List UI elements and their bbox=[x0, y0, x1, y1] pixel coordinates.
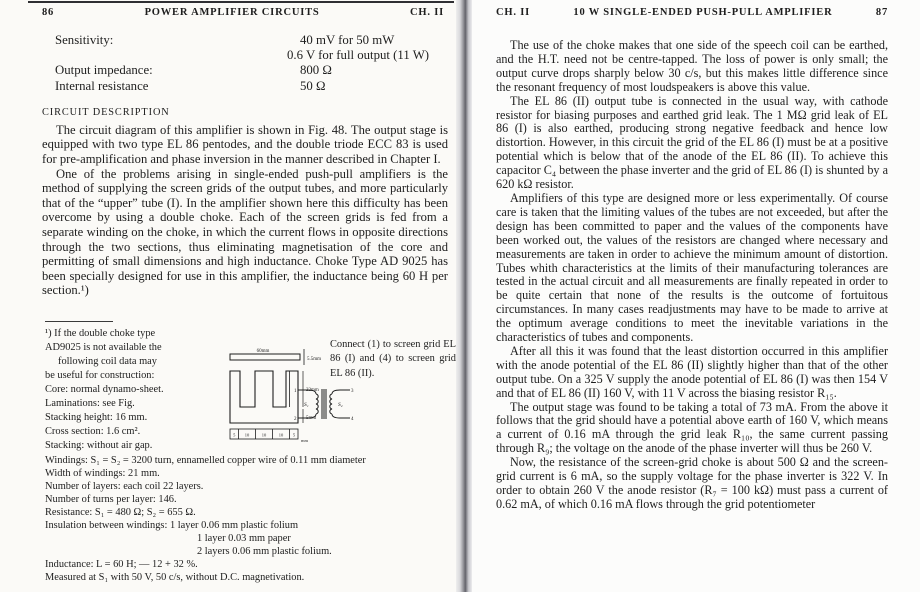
paragraph: The output stage was found to be taking a total of 73 mA. From the above it follows that the grid should have a potential above earth of 160 V, which means a current of 0.16 mA through the grid leak R₁₀, the same current passing through R₉; the voltage on the anode of the phase inverter will thus be 260 V. bbox=[496, 399, 888, 456]
left-chapter-label: CH. II bbox=[410, 7, 444, 18]
footnote-line: ¹) If the double choke type bbox=[45, 328, 156, 339]
right-page-number: 87 bbox=[875, 7, 888, 18]
footnote-line: Measured at S₁ with 50 V, 50 c/s, without D.C. magnetivation. bbox=[45, 572, 305, 583]
paragraph: After all this it was found that the least distortion occurred in this amplifier with the anode potential of the EL 86 (II) slightly higher than that of the other output tube. On a 325 V supply the anode potential of EL 86 (I) was then 154 V and that of EL 86 (II) 160 V, with 11 V across the biasing resistor R₁₅. bbox=[496, 343, 888, 400]
right-page-body bbox=[472, 18, 920, 512]
dimension-label: 10 bbox=[278, 432, 284, 438]
footnote-line: Cross section: 1.6 cm². bbox=[45, 426, 141, 437]
footnote-line: following coil data may bbox=[58, 356, 157, 367]
coil-label: S₁ bbox=[304, 402, 309, 408]
left-page-body bbox=[0, 33, 456, 298]
winding-diagram bbox=[292, 383, 356, 425]
dimension-label: 10 bbox=[244, 432, 250, 438]
footnote-line: Laminations: see Fig. bbox=[45, 398, 135, 409]
footnote-line: Core: normal dynamo-sheet. bbox=[45, 384, 164, 395]
footnote-line: Stacking height: 16 mm. bbox=[45, 412, 148, 423]
dimension-label: 60mm bbox=[256, 349, 270, 354]
dimension-label: 5mm bbox=[306, 416, 317, 421]
footnote-line: Stacking: without air gap. bbox=[45, 440, 153, 451]
dimension-label: 10 bbox=[261, 432, 267, 438]
right-running-title: 10 W SINGLE-ENDED PUSH-PULL AMPLIFIER bbox=[573, 7, 833, 18]
footnote-left-column bbox=[45, 327, 235, 453]
paragraph: The circuit diagram of this amplifier is shown in Fig. 48. The output stage is equipped with two type EL 86 pentodes, and the double triode ECC 83 is used for pre-amplification and phase inversion in the manner described in Chapter I. bbox=[42, 122, 448, 166]
spec-value: 40 mV for 50 mW bbox=[300, 33, 395, 47]
paragraph: One of the problems arising in single-ended push-pull amplifiers is the method of supplying the screen grids of the output tubes, and more particularly that of the “upper” tube (I). In the amplifier shown here this difficulty has been overcome by using a double choke. Each of the screen grids is fed from a separate winding on the choke, in which the current flows in opposite directions through the two sections, thus eliminating magnetisation of the core and permitting of small dimensions and high inductance. Choke Type AD 9025 has been specially designed for use in this amplifier, the inductance being 60 H per section.¹) bbox=[42, 166, 448, 298]
left-page-number: 86 bbox=[42, 7, 55, 18]
dimension-label: 5 bbox=[233, 432, 236, 438]
terminal-label: 2 bbox=[294, 417, 297, 422]
paragraph: The use of the choke makes that one side of the speech coil can be earthed, and the H.T. need not be centre-tapped. The loss of power is only small; the output curve drops sharply below 30 c/s, but this makes little difference since the resonant frequency of most loudspeakers is above this value. bbox=[496, 38, 888, 94]
footnote-line: Insulation between windings: 1 layer 0.06 mm plastic folium bbox=[45, 520, 299, 531]
dimension-unit-label: mm bbox=[301, 438, 309, 443]
scan-edge-line bbox=[28, 1, 454, 3]
footnote-line: Windings: S₁ = S₂ = 3200 turn, ennamelled copper wire of 0.11 mm diameter bbox=[45, 455, 366, 466]
spec-row bbox=[55, 48, 446, 63]
coil-label: S₂ bbox=[338, 402, 343, 408]
spec-row bbox=[55, 79, 446, 94]
spec-value: 0.6 V for full output (11 W) bbox=[287, 48, 430, 63]
spec-list bbox=[42, 33, 446, 94]
footnote-line: be useful for construction: bbox=[45, 370, 155, 381]
dimension-label: 22mm bbox=[306, 388, 319, 393]
right-running-head bbox=[472, 0, 920, 18]
dimension-label: 5 bbox=[292, 432, 296, 438]
paragraph: The EL 86 (II) output tube is connected in the usual way, with cathode resistor for biasing purposes and earthed grid leak. The 1 MΩ grid leak of EL 86 (I) is also earthed, producing strong negative feedback and hence low distortion. However, in this circuit the grid of the EL 86 (I) must be at a positive potential which is below that of the anode of the EL 86 (II). To achieve this capacitor C₄ between the phase inverter and the grid of EL 86 (I) is shunted by a 620 kΩ resistor. bbox=[496, 93, 888, 192]
dimension-label: 5.5mm bbox=[307, 357, 322, 362]
left-page bbox=[0, 0, 456, 592]
footnote-line: 1 layer 0.03 mm paper bbox=[197, 533, 291, 544]
spec-label: Output impedance: bbox=[55, 63, 153, 78]
footnote-full-width bbox=[45, 454, 443, 584]
terminal-label: 1 bbox=[294, 389, 297, 394]
footnote-line: Inductance: L = 60 H; — 12 + 32 %. bbox=[45, 559, 198, 570]
terminal-label: 3 bbox=[351, 389, 354, 394]
spec-row bbox=[55, 33, 446, 48]
footnote bbox=[42, 321, 456, 587]
spec-row bbox=[55, 63, 446, 78]
spec-label bbox=[55, 48, 300, 63]
section-heading: CIRCUIT DESCRIPTION bbox=[42, 106, 170, 118]
footnote-line: AD9025 is not available the bbox=[45, 342, 162, 353]
footnote-line: Resistance: S₁ = 480 Ω; S₂ = 655 Ω. bbox=[45, 507, 196, 518]
paragraph: Amplifiers of this type are designed more or less experimentally. Of course care is taken that the limiting values of the tubes are not exceeded, but after the design has been committed to paper and the values of the components have been worked out, the values of the resistors are changed where necessary and measurements are taken in order to achieve the minimum amount of distortion. Tubes whith characteristics at the limits of their manufacturing tolerances are tested in the actual circuit and all measurements are finally repeated in order to be quite certain that none of the results is the outcome of fortuitous circumstances. In many cases readjustments may have to be made to arrive at the optimum average conditions to meet the inevitable variations in the characteristics of tubes and components. bbox=[496, 190, 888, 345]
footnote-line: Number of layers: each coil 22 layers. bbox=[45, 481, 204, 492]
footnote-connect-note: Connect (1) to screen grid EL 86 (I) and (4) to screen grid EL 86 (II). bbox=[330, 339, 456, 379]
right-chapter-label: CH. II bbox=[496, 7, 530, 18]
footnote-line: Number of turns per layer: 146. bbox=[45, 494, 177, 505]
right-page bbox=[472, 0, 920, 592]
left-running-title: POWER AMPLIFIER CIRCUITS bbox=[144, 7, 320, 18]
footnote-line: 2 layers 0.06 mm plastic folium. bbox=[197, 546, 332, 557]
book-gutter bbox=[456, 0, 472, 592]
footnote-line: Width of windings: 21 mm. bbox=[45, 468, 160, 479]
spec-value: 800 Ω bbox=[300, 63, 332, 78]
paragraph: Now, the resistance of the screen-grid choke is about 500 Ω and the screen-grid current is 6 mA, so the supply voltage for the phase inverter is 322 V. In order to obtain 260 V the anode resistor (R₇ = 100 kΩ) must pass a current of 0.62 mA, of which 0.16 mA flows through the grid potentiometer bbox=[496, 455, 888, 511]
spec-label: Internal resistance bbox=[55, 78, 149, 93]
spec-label: Sensitivity: bbox=[55, 33, 114, 47]
terminal-label: 4 bbox=[351, 417, 354, 422]
spec-value: 50 Ω bbox=[300, 78, 326, 93]
footnote-rule bbox=[45, 321, 113, 322]
